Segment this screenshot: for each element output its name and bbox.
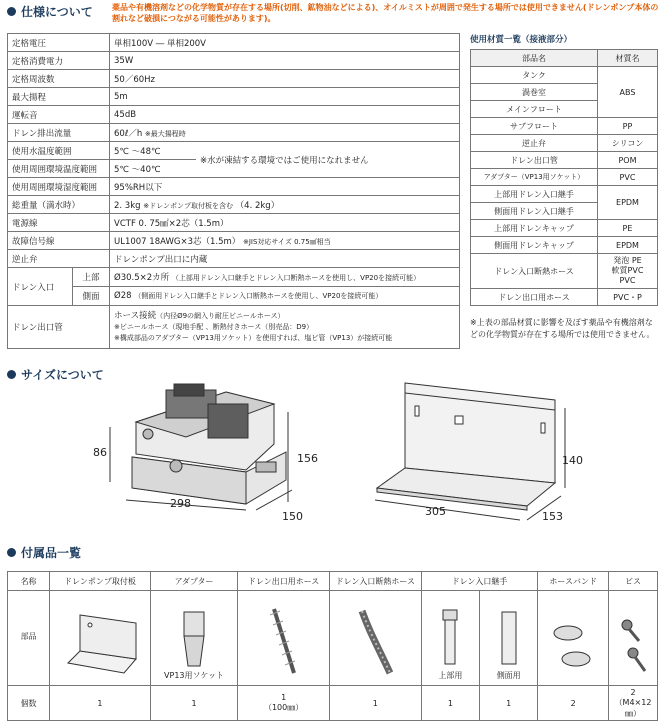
accessory-count: 1 [150, 686, 238, 721]
accessory-image [50, 591, 151, 686]
material-name: POM [598, 152, 658, 169]
spec-label: 運転音 [8, 106, 110, 124]
material-name: PE [598, 220, 658, 237]
spec-label: 電源線 [8, 214, 110, 232]
spec-note: ※水が凍結する環境ではご使用になれません [196, 142, 460, 178]
spec-value: 35W [110, 52, 460, 70]
spec-value: 60ℓ／h ※最大揚程時 [110, 124, 460, 142]
table-row [8, 88, 460, 106]
table-row [8, 287, 460, 306]
part-name: ドレン出口管 [471, 152, 598, 169]
bullet-icon [7, 370, 16, 379]
table-row [471, 135, 658, 152]
part-name: タンク [471, 67, 598, 84]
accessory-caption: 側面用 [496, 671, 521, 680]
spec-note: ※最大揚程時 [144, 129, 186, 138]
bullet-icon [7, 7, 16, 16]
accessory-image [538, 591, 609, 686]
accessory-name: ホースバンド [538, 572, 609, 591]
material-name: PP [598, 118, 658, 135]
spec-value: 単相100V ― 単相200V [110, 34, 460, 52]
table-row [8, 250, 460, 268]
size-heading: サイズについて [7, 366, 104, 383]
table-row [8, 178, 460, 196]
accessory-image [421, 591, 479, 686]
spec-label: 使用周囲環境湿度範囲 [8, 178, 110, 196]
table-row [471, 254, 658, 289]
part-name: ドレン出口用ホース [471, 289, 598, 306]
spec-value: Ø30.5×2カ所 （上部用ドレン入口継手とドレン入口断熱ホースを使用し、VP20を接続可能） [110, 268, 460, 287]
spec-sublabel: 側面 [73, 287, 110, 306]
material-name: シリコン [598, 135, 658, 152]
material-name: ABS [598, 67, 658, 118]
spec-label: 逆止弁 [8, 250, 110, 268]
accessory-count: 1 （100㎜） [238, 686, 330, 721]
spec-warning: 薬品や有機溶剤などの化学物質が存在する場所(切削、鉱物油などによる)、オイルミストが周囲で発生する場所では使用できません(ドレンポンプ本体の割れなど破損につながる可能性があります)。 [112, 3, 659, 23]
accessory-count: 2 [538, 686, 609, 721]
table-row [8, 591, 658, 686]
table-row [8, 70, 460, 88]
material-name: EPDM [598, 237, 658, 254]
accessory-count: 1 [421, 686, 479, 721]
spec-label: 定格周波数 [8, 70, 110, 88]
spec-value: 5℃ ～48℃ [110, 142, 197, 160]
part-name: 逆止弁 [471, 135, 598, 152]
accessory-name: ドレン入口継手 [421, 572, 538, 591]
top-inlet-joint-icon [435, 608, 465, 668]
part-name: 渦巻室 [471, 84, 598, 101]
table-row [471, 186, 658, 203]
spec-label: ドレン入口 [8, 268, 73, 306]
hose-band-icon [548, 615, 598, 679]
part-name: 上部用ドレンキャップ [471, 220, 598, 237]
table-row [8, 106, 460, 124]
table-header [8, 572, 658, 591]
side-inlet-joint-icon [494, 608, 524, 668]
table-row [8, 686, 658, 721]
table-row [8, 306, 460, 349]
material-name: EPDM [598, 186, 658, 220]
table-header [471, 50, 658, 67]
table-row [8, 214, 460, 232]
spec-sublabel: 上部 [73, 268, 110, 287]
spec-label: ドレン出口管 [8, 306, 110, 349]
spec-label: 定格消費電力 [8, 52, 110, 70]
table-row [471, 237, 658, 254]
table-row [471, 169, 658, 186]
spec-heading: 仕様について [7, 3, 93, 20]
dimension-label: 150 [282, 510, 303, 523]
spec-label: 総重量（満水時） [8, 196, 110, 214]
row-label: 名称 [8, 572, 50, 591]
material-name: PVC・P [598, 289, 658, 306]
row-label: 個数 [8, 686, 50, 721]
dimension-label: 305 [425, 505, 446, 518]
table-row [471, 289, 658, 306]
table-row [8, 142, 460, 160]
accessory-caption: 上部用 [438, 671, 463, 680]
accessory-count: 1 [329, 686, 421, 721]
accessory-name: アダプター [150, 572, 238, 591]
spec-value: 45dB [110, 106, 460, 124]
adapter-icon [174, 610, 214, 668]
accessory-name: ドレン出口用ホース [238, 572, 330, 591]
part-name: ドレン入口断熱ホース [471, 254, 598, 289]
spec-label: 使用水温度範囲 [8, 142, 110, 160]
accessory-name: ビス [609, 572, 658, 591]
spec-label: 最大揚程 [8, 88, 110, 106]
part-name: アダプター（VP13用ソケット） [471, 169, 598, 186]
spec-value: UL1007 18AWG×3芯（1.5m） ※JIS対応サイズ 0.75㎟相当 [110, 232, 460, 250]
materials-title: 使用材質一覧（接液部分） [470, 35, 573, 45]
spec-value: 5℃ ～40℃ [110, 160, 197, 178]
spec-label: 使用周囲環境温度範囲 [8, 160, 110, 178]
column-header: 材質名 [598, 50, 658, 67]
table-row [8, 124, 460, 142]
row-label: 部品 [8, 591, 50, 686]
dimension-label: 86 [93, 446, 107, 459]
part-name: 側面用ドレン入口継手 [471, 203, 598, 220]
spec-value: VCTF 0. 75㎟×2芯（1.5m） [110, 214, 460, 232]
spec-value: ホース接続（内径Ø9の網入り耐圧ビニールホース） ※ビニールホース（現地手配 、断熱付きホース（別売品：D9） ※構成部品のアダプター（VP13用ソケット）を使用すれば、塩ビ管（VP13）が接続可能 [110, 306, 460, 349]
materials-note: ※上表の部品材質に影響を及ぼす薬品や有機溶剤などの化学物質が存在する場所では使用できません。 [470, 318, 655, 339]
accessory-count: 2 （M4×12㎜） [609, 686, 658, 721]
part-name: 上部用ドレン入口継手 [471, 186, 598, 203]
dimension-label: 156 [297, 452, 318, 465]
table-row [8, 232, 460, 250]
spec-value: 2. 3kg ※ドレンポンプ取付板を含む （4. 2kg） [110, 196, 460, 214]
spec-label: 故障信号線 [8, 232, 110, 250]
dimension-label: 140 [562, 454, 583, 467]
spec-value: 95%RH以下 [110, 178, 460, 196]
part-name: サブフロート [471, 118, 598, 135]
spec-value: Ø28 （側面用ドレン入口継手とドレン入口断熱ホースを使用し、VP20を接続可能） [110, 287, 460, 306]
accessory-name: ドレンポンプ取付板 [50, 572, 151, 591]
accessories-heading: 付属品一覧 [7, 544, 81, 561]
spec-value: 5m [110, 88, 460, 106]
accessories-table [7, 571, 658, 721]
table-row [471, 67, 658, 84]
materials-table [470, 49, 658, 306]
accessory-image [609, 591, 658, 686]
bullet-icon [7, 548, 16, 557]
column-header: 部品名 [471, 50, 598, 67]
screw-icon [613, 615, 653, 679]
accessory-image [150, 591, 238, 686]
spec-value: ドレンポンプ出口に内蔵 [110, 250, 460, 268]
accessory-caption: VP13用ソケット [164, 671, 225, 680]
spec-table [7, 33, 460, 349]
part-name: 側面用ドレンキャップ [471, 237, 598, 254]
table-row [471, 220, 658, 237]
material-name: PVC [598, 169, 658, 186]
part-name: メインフロート [471, 101, 598, 118]
table-row [8, 52, 460, 70]
inlet-insulation-hose-icon [350, 603, 400, 679]
accessory-count: 1 [50, 686, 151, 721]
table-row [471, 152, 658, 169]
accessory-count: 1 [480, 686, 538, 721]
dimension-label: 298 [170, 497, 191, 510]
table-row [8, 268, 460, 287]
table-row [8, 34, 460, 52]
outlet-hose-icon [264, 603, 304, 679]
mounting-plate-icon [60, 607, 140, 679]
material-name: 発泡 PE 軟質PVC PVC [598, 254, 658, 289]
accessory-image [480, 591, 538, 686]
table-row [8, 196, 460, 214]
spec-label: 定格電圧 [8, 34, 110, 52]
accessory-image [238, 591, 330, 686]
spec-label: ドレン排出流量 [8, 124, 110, 142]
table-row [471, 118, 658, 135]
accessory-image [329, 591, 421, 686]
dimension-label: 153 [542, 510, 563, 523]
spec-value: 50／60Hz [110, 70, 460, 88]
accessory-name: ドレン入口断熱ホース [329, 572, 421, 591]
